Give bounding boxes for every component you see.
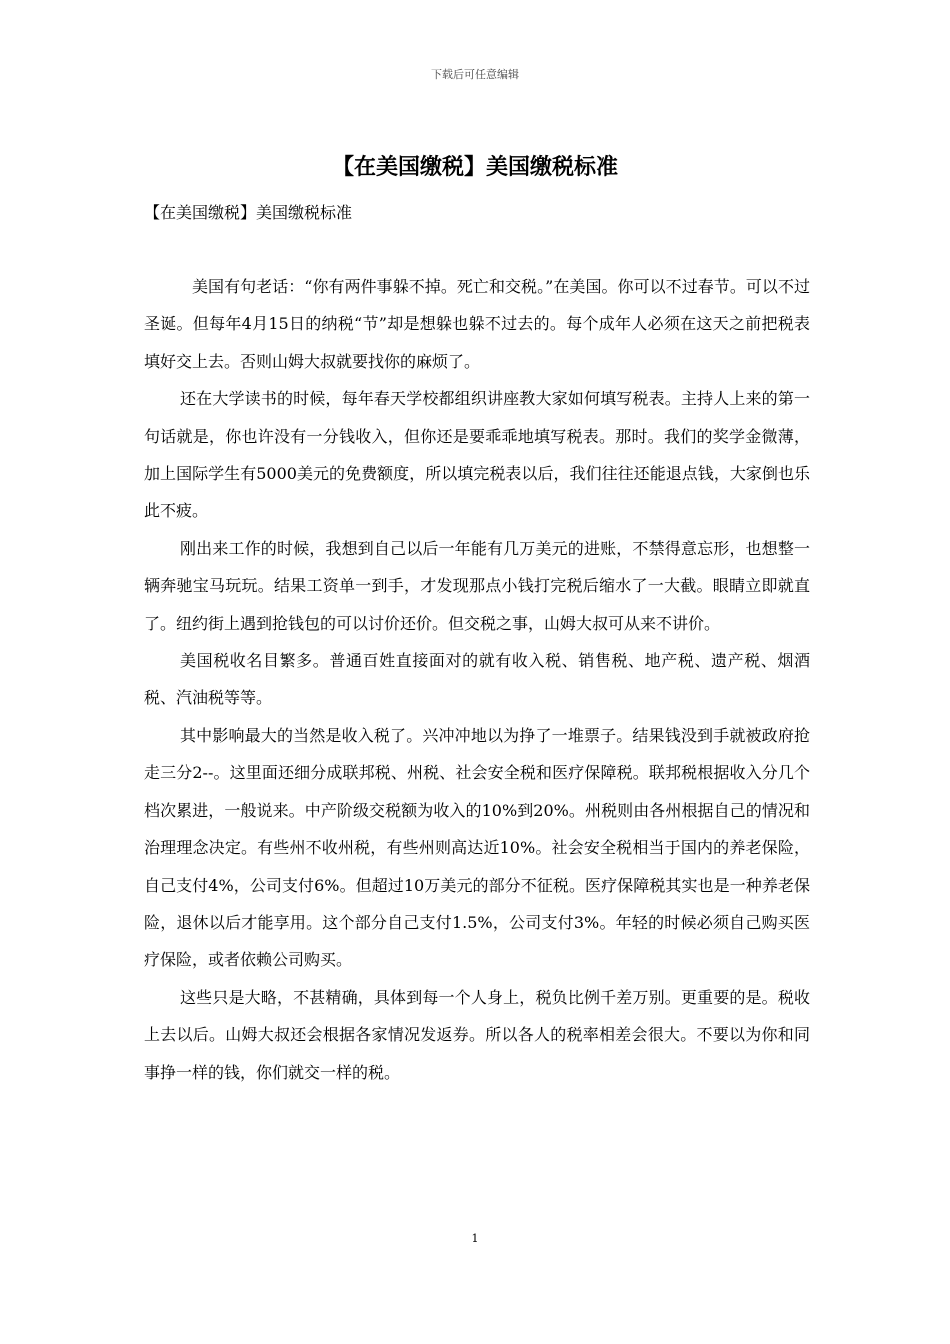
document-title: 【在美国缴税】美国缴税标准 xyxy=(331,155,618,180)
document-body xyxy=(144,268,810,1091)
paragraph-1: 美国有句老话：“你有两件事躲不掉。死亡和交税。”在美国。你可以不过春节。可以不过圣诞。但每年4月15日的纳税“节”却是想躲也躲不过去的。每个成年人必须在这天之前把税表填好交上去。否则山姆大叔就要找你的麻烦了。 xyxy=(144,277,810,371)
paragraph-6: 这些只是大略，不甚精确，具体到每一个人身上，税负比例千差万别。更重要的是。税收上去以后。山姆大叔还会根据各家情况发返券。所以各人的税率相差会很大。不要以为你和同事挣一样的钱，你们就交一样的税。 xyxy=(144,987,810,1082)
document-subtitle: 【在美国缴税】美国缴税标准 xyxy=(144,203,353,222)
header-note: 下载后可任意编辑 xyxy=(431,68,519,81)
paragraph-4: 美国税收名目繁多。普通百姓直接面对的就有收入税、销售税、地产税、遗产税、烟酒税、汽油税等等。 xyxy=(144,651,810,708)
paragraph-2: 还在大学读书的时候，每年春天学校都组织讲座教大家如何填写税表。主持人上来的第一句话就是，你也许没有一分钱收入，但你还是要乖乖地填写税表。那时。我们的奖学金微薄，加上国际学生有5000美元的免费额度，所以填完税表以后，我们往往还能退点钱，大家倒也乐此不疲。 xyxy=(144,389,810,521)
paragraph-3: 刚出来工作的时候，我想到自己以后一年能有几万美元的进账，不禁得意忘形，也想整一辆奔驰宝马玩玩。结果工资单一到手，才发现那点小钱打完税后缩水了一大截。眼睛立即就直了。纽约街上遇到抢钱包的可以讨价还价。但交税之事，山姆大叔可从来不讲价。 xyxy=(144,538,810,633)
paragraph-5: 其中影响最大的当然是收入税了。兴冲冲地以为挣了一堆票子。结果钱没到手就被政府抢走三分2--。这里面还细分成联邦税、州税、社会安全税和医疗保障税。联邦税根据收入分几个档次累进，一般说来。中产阶级交税额为收入的10%到20%。州税则由各州根据自己的情况和治理理念决定。有些州不收州税，有些州则高达近10%。社会安全税相当于国内的养老保险，自己支付4%，公司支付6%。但超过10万美元的部分不征税。医疗保障税其实也是一种养老保险，退休以后才能享用。这个部分自己支付1.5%，公司支付3%。年轻的时候必须自己购买医疗保险，或者依赖公司购买。 xyxy=(144,725,810,970)
page-number: 1 xyxy=(471,1232,479,1245)
